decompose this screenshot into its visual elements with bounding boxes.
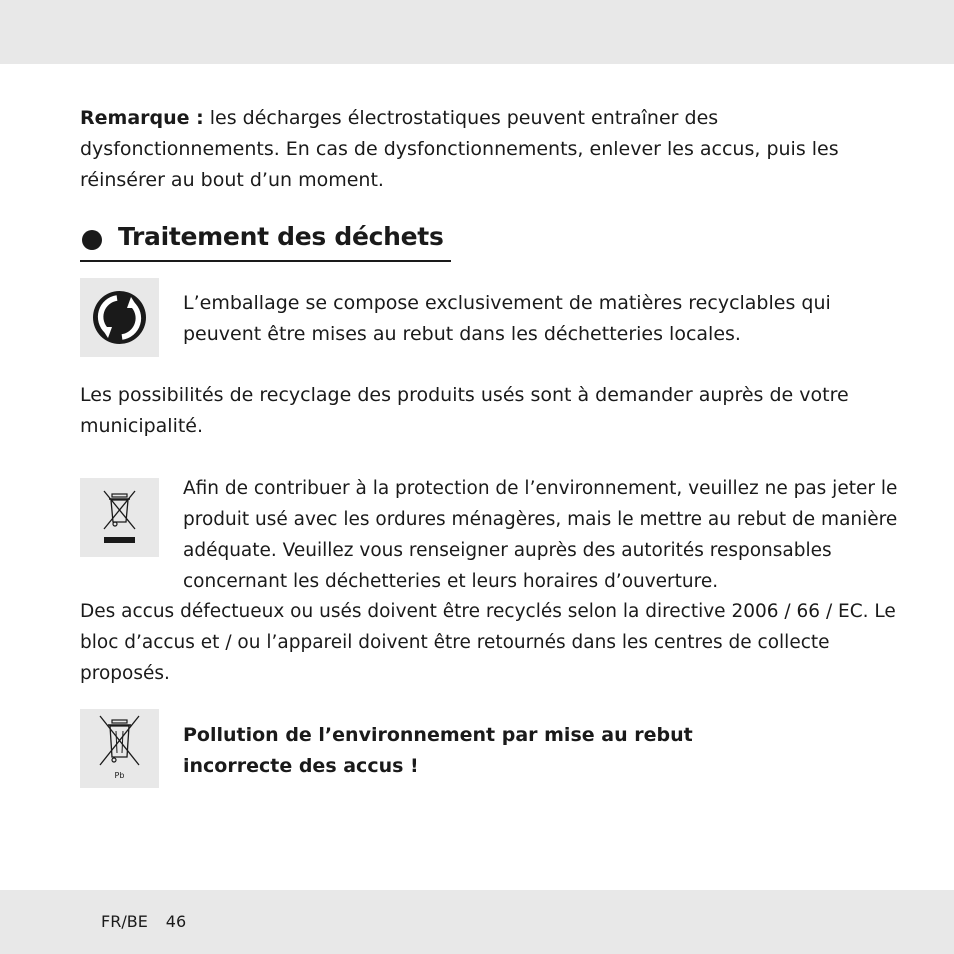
battery-warning-text: Pollution de l’environnement par mise au rebut incorrecte des accus ! xyxy=(183,724,693,777)
crossed-out-bin-pb-icon xyxy=(80,709,159,788)
footer-locale: FR/BE xyxy=(101,912,148,931)
packaging-text: L’emballage se compose exclusivement de matières recyclables qui peuvent être mises au rebut dans les déchetteries locales. xyxy=(183,292,831,345)
pb-label: Pb xyxy=(114,771,125,780)
weee-text: Afin de contribuer à la protection de l’environnement, veuillez ne pas jeter le produit usé avec les ordures ménagères, mais le mettre au rebut de manière adéquate. Veuillez vous renseigner auprès des autorités responsables concernant les déchetteries et leurs horaires d’ouverture. xyxy=(183,478,898,592)
green-dot-recycling-icon xyxy=(80,278,159,357)
note-label: Remarque : xyxy=(80,107,204,129)
recycling-info-text: Les possibilités de recyclage des produits usés sont à demander auprès de votre municipalité. xyxy=(80,384,849,437)
crossed-out-wheelie-bin-icon xyxy=(80,478,159,557)
page-footer xyxy=(101,912,186,931)
note-paragraph xyxy=(80,103,880,196)
page-number: 46 xyxy=(165,912,187,931)
header-band xyxy=(0,0,954,64)
bullet-dot-icon xyxy=(82,230,102,250)
batteries-text: Des accus défectueux ou usés doivent être recyclés selon la directive 2006 / 66 / EC. Le bloc d’accus et / ou l’appareil doivent être retournés dans les centres de collecte proposés. xyxy=(80,601,896,684)
section-heading xyxy=(80,224,451,262)
note-text: les décharges électrostatiques peuvent entraîner des dysfonctionnements. En cas de dysfonctionnements, enlever les accus, puis les réinsérer au bout d’un moment. xyxy=(80,107,839,191)
section-title: Traitement des déchets xyxy=(118,222,444,251)
